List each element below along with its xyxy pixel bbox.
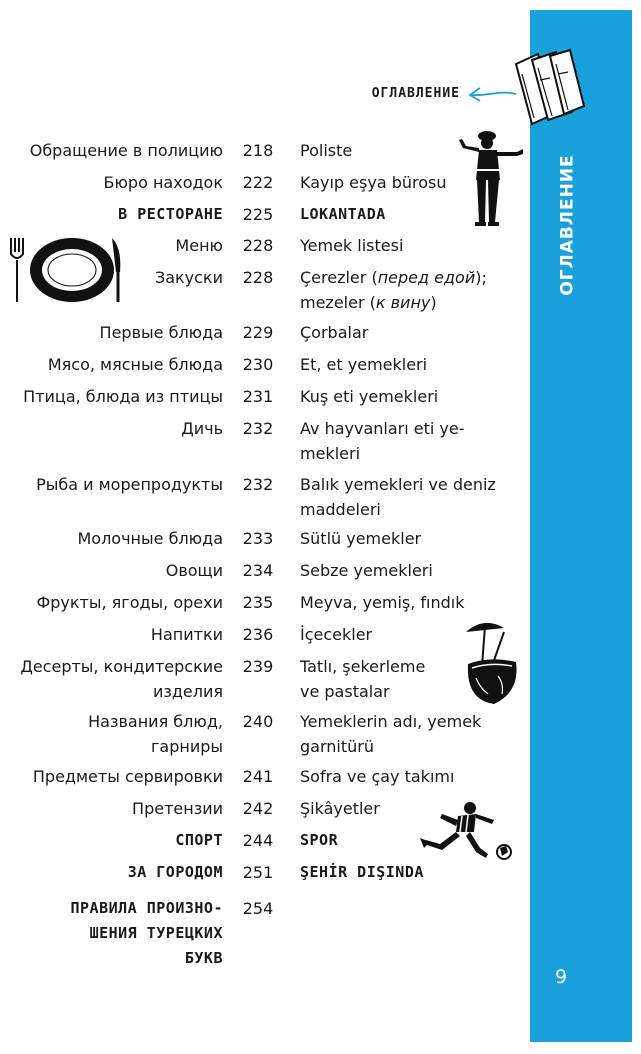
arrow-icon <box>466 84 518 106</box>
toc-row: Фрукты, ягоды, орехи 235 Meyva, yemiş, fındık <box>36 593 465 612</box>
sidebar-title: ОГЛАВЛЕНИЕ <box>558 154 579 296</box>
toc-row: Первые блюда 229 Çorbalar <box>99 323 369 342</box>
toc-row: Претензии 242 Şikâyetler <box>132 799 380 818</box>
toc-row: Бюро находок 222 Kayıp eşya bürosu <box>103 173 447 192</box>
toc-row-section: СПОРТ 244 SPOR <box>175 831 339 850</box>
toc-row: Овощи 234 Sebze yemekleri <box>165 561 433 580</box>
toc-row: Обращение в полицию 218 Poliste <box>29 141 353 160</box>
toc-row-section: В РЕСТОРАНЕ 225 LOKANTADA <box>118 205 386 224</box>
page-number: 9 <box>555 966 568 988</box>
toc-row: Закуски 228 Çerezler (перед едой); mezeler (к вину) <box>154 268 487 312</box>
toc-row: Предметы сервировки 241 Sofra ve çay takımı <box>32 767 455 786</box>
toc-row: Дичь 232 Av hayvanları eti ye- mekleri <box>181 419 465 463</box>
toc-row: Рыба и морепродукты 232 Balık yemekleri ve deniz maddeleri <box>36 475 496 519</box>
toc-row: Напитки 236 İçecekler <box>150 625 373 644</box>
toc-header: ОГЛАВЛЕНИЕ <box>371 86 460 101</box>
toc-row-section: ЗА ГОРОДОМ 251 ŞEHİR DIŞINDA <box>127 863 424 882</box>
toc-row: Мясо, мясные блюда 230 Et, et yemekleri <box>47 355 428 374</box>
toc-row-section: ПРАВИЛА ПРОИЗНО- ШЕНИЯ ТУРЕЦКИХ БУКВ 254 <box>70 899 274 967</box>
toc-row: Птица, блюда из птицы 231 Kuş eti yemekleri <box>23 387 439 406</box>
toc-row: Названия блюд, гарниры 240 Yemeklerin adı, yemek garnitürü <box>88 712 482 756</box>
books-icon <box>508 44 588 130</box>
toc-row: Меню 228 Yemek listesi <box>175 236 404 255</box>
toc-row: Молочные блюда 233 Sütlü yemekler <box>77 529 422 548</box>
toc-row: Десерты, кондитерские изделия 239 Tatlı, şekerleme ve pastalar <box>20 657 426 701</box>
